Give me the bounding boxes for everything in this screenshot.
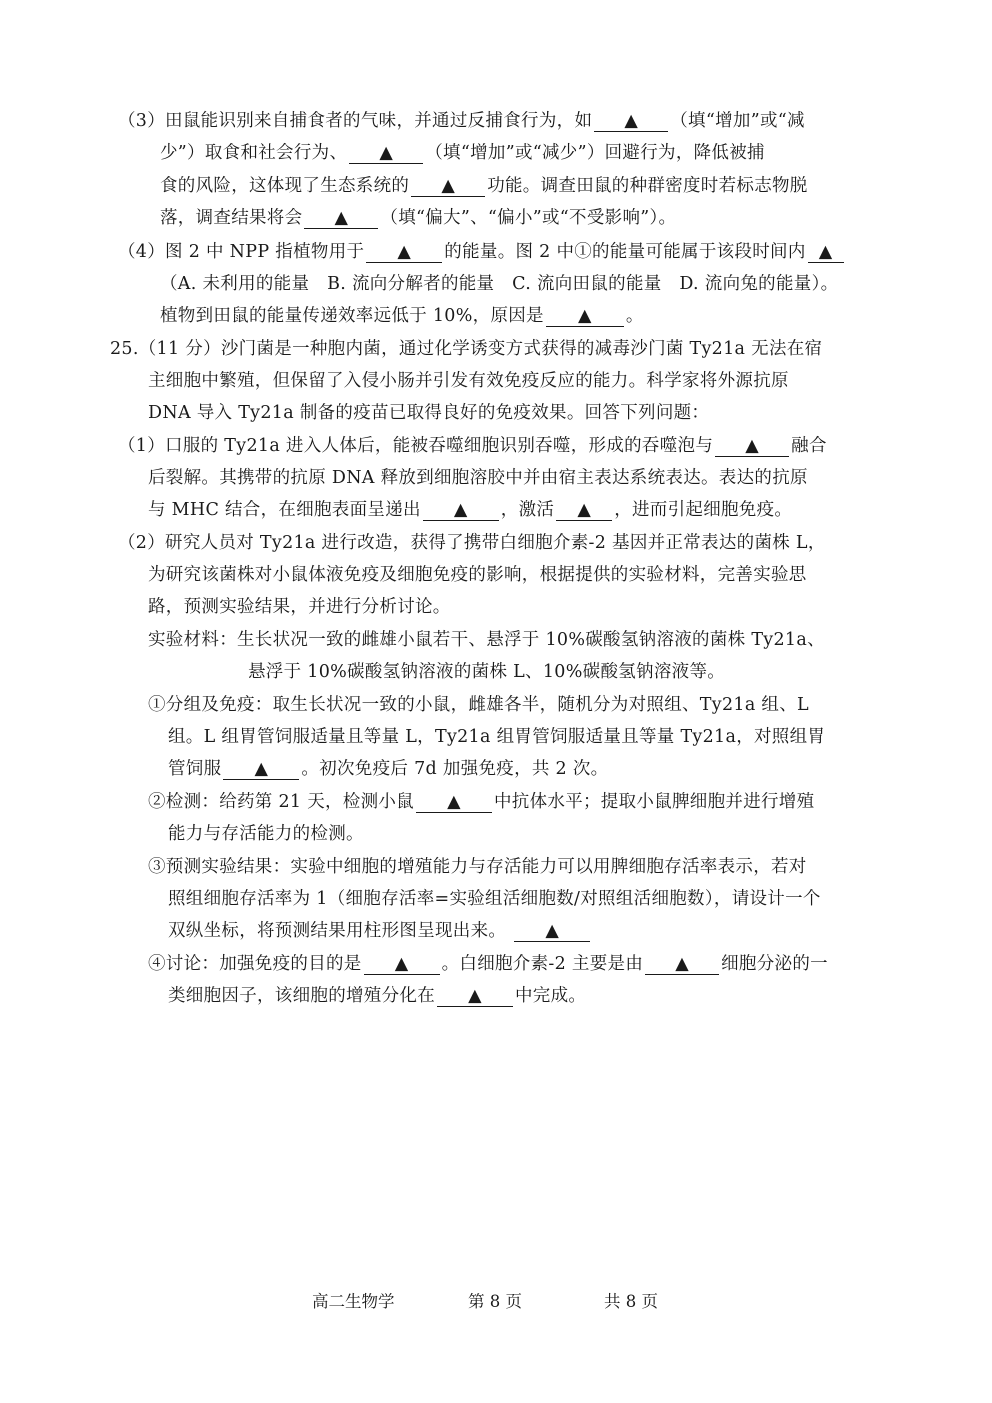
- q25-p1-line1: （1）口服的 Ty21a 进入人体后，能被吞噬细胞识别吞噬，形成的吞噬泡与 ▲ 融合: [118, 436, 827, 456]
- q25-p1-line2: 后裂解。其携带的抗原 DNA 释放到细胞溶胶中并由宿主表达系统表达。表达的抗原: [148, 468, 808, 488]
- answer-blank: ▲: [304, 208, 378, 229]
- answer-blank: ▲: [437, 986, 513, 1007]
- answer-blank: ▲: [423, 500, 499, 521]
- footer-total-pages: 共 8 页: [604, 1292, 658, 1311]
- q25-materials-line1: 实验材料：生长状况一致的雌雄小鼠若干、悬浮于 10%碳酸氢钠溶液的菌株 Ty21a、: [148, 630, 825, 650]
- q25-step3-line3: 双纵坐标，将预测结果用柱形图呈现出来。 ▲: [168, 920, 592, 942]
- q25-step3-line1: ③预测实验结果：实验中细胞的增殖能力与存活能力可以用脾细胞存活率表示，若对: [148, 857, 807, 877]
- q25-intro-line3: DNA 导入 Ty21a 制备的疫苗已取得良好的免疫效果。回答下列问题：: [148, 403, 710, 423]
- q25-step4-line1: ④讨论：加强免疫的目的是 ▲ 。白细胞介素-2 主要是由 ▲ 细胞分泌的一: [148, 954, 828, 974]
- answer-blank: ▲: [349, 143, 423, 164]
- q25-materials-line2: 悬浮于 10%碳酸氢钠溶液的菌株 L、10%碳酸氢钠溶液等。: [248, 662, 726, 682]
- answer-blank: ▲: [411, 176, 485, 197]
- answer-blank: ▲: [416, 792, 492, 813]
- answer-blank: ▲: [514, 921, 590, 942]
- q25-number: 25.: [110, 339, 139, 359]
- q24-p3-line2: 少”）取食和社会行为、 ▲ （填“增加”或“减少”）回避行为，降低被捕: [160, 143, 765, 163]
- q25-step1-line2: 组。L 组胃管饲服适量且等量 L，Ty21a 组胃管饲服适量且等量 Ty21a，对照组胃: [168, 727, 826, 747]
- q25-p2-label: （2）: [118, 533, 166, 553]
- q24-p3-label: （3）: [118, 111, 166, 131]
- answer-blank: ▲: [594, 111, 668, 132]
- q25-step3-line2: 照组细胞存活率为 1（细胞存活率=实验组活细胞数/对照组活细胞数），请设计一个: [168, 889, 821, 909]
- q24-p3-line1: （3）田鼠能识别来自捕食者的气味，并通过反捕食行为，如 ▲ （填“增加”或“减: [118, 111, 805, 131]
- answer-blank: ▲: [546, 306, 624, 327]
- answer-blank: ▲: [556, 500, 612, 521]
- q25-p2-line1: （2）研究人员对 Ty21a 进行改造，获得了携带白细胞介素-2 基因并正常表达的菌株 L，: [118, 533, 826, 553]
- answer-blank: ▲: [366, 242, 442, 263]
- q25-intro-line2: 主细胞中繁殖，但保留了入侵小肠并引发有效免疫反应的能力。科学家将外源抗原: [148, 371, 789, 391]
- answer-blank: ▲: [223, 759, 299, 780]
- q25-p2-line2: 为研究该菌株对小鼠体液免疫及细胞免疫的影响，根据提供的实验材料，完善实验思: [148, 565, 807, 585]
- q24-p3-line3: 食的风险，这体现了生态系统的 ▲ 功能。调查田鼠的种群密度时若标志物脱: [160, 176, 808, 196]
- q25-step4-line2: 类细胞因子，该细胞的增殖分化在 ▲ 中完成。: [168, 986, 587, 1006]
- q25-step2-line1: ②检测：给药第 21 天，检测小鼠 ▲ 中抗体水平；提取小鼠脾细胞并进行增殖: [148, 792, 815, 812]
- q25-step1-line3: 管饲服 ▲ 。初次免疫后 7d 加强免疫，共 2 次。: [168, 759, 609, 779]
- footer-subject: 高二生物学: [312, 1292, 395, 1311]
- q24-p4-label: （4）: [118, 242, 166, 262]
- q24-p3-line4: 落，调查结果将会 ▲ （填“偏大”、“偏小”或“不受影响”）。: [160, 208, 677, 228]
- q25-p2-line3: 路，预测实验结果，并进行分析讨论。: [148, 597, 451, 617]
- q24-p4-line3: 植物到田鼠的能量传递效率远低于 10%，原因是 ▲ 。: [160, 306, 644, 326]
- answer-blank: ▲: [645, 954, 719, 975]
- q25-step2-line2: 能力与存活能力的检测。: [168, 824, 364, 844]
- answer-blank: ▲: [364, 954, 440, 975]
- q25-p1-line3: 与 MHC 结合，在细胞表面呈递出 ▲ ，激活 ▲ ，进而引起细胞免疫。: [148, 500, 793, 520]
- q24-p4-line2: （A. 未利用的能量 B. 流向分解者的能量 C. 流向田鼠的能量 D. 流向兔的能量）。: [160, 274, 839, 294]
- q25-intro-line1: 25.（11 分）沙门菌是一种胞内菌，通过化学诱变方式获得的减毒沙门菌 Ty21a 无法在宿: [110, 339, 823, 359]
- q24-p4-line1: （4）图 2 中 NPP 指植物用于 ▲ 的能量。图 2 中①的能量可能属于该段时间内 ▲: [118, 241, 846, 263]
- answer-blank: ▲: [715, 436, 789, 457]
- q25-step1-line1: ①分组及免疫：取生长状况一致的小鼠，雌雄各半，随机分为对照组、Ty21a 组、L: [148, 695, 809, 715]
- answer-blank: ▲: [808, 242, 844, 263]
- q25-p1-label: （1）: [118, 436, 166, 456]
- footer-page-number: 第 8 页: [468, 1292, 522, 1311]
